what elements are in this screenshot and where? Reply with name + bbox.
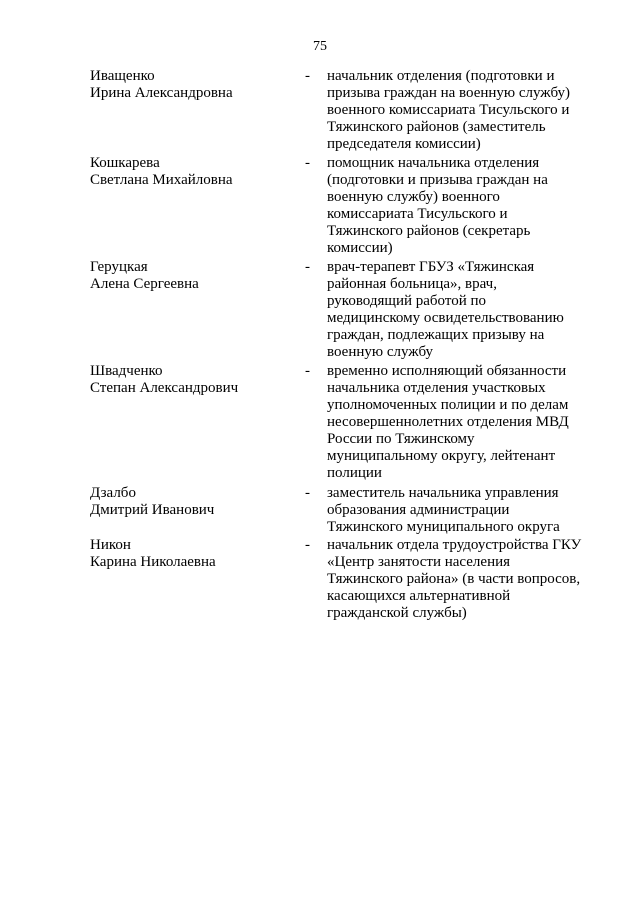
member-position: [327, 363, 589, 482]
position-line: Тяжинского района» (в части вопросов,: [327, 571, 581, 587]
member-name: [90, 537, 300, 571]
separator-dash: -: [305, 363, 310, 379]
position-line: призыва граждан на военную службу): [327, 85, 571, 101]
position-line: полиции: [327, 465, 382, 481]
position-line: России по Тяжинскому: [327, 431, 475, 447]
position-line: районная больница», врач,: [327, 276, 497, 292]
position-line: руководящий работой по: [327, 293, 487, 309]
member-given-names: Карина Николаевна: [90, 554, 216, 570]
position-line: гражданской службы): [327, 605, 467, 621]
member-surname: Геруцкая: [90, 259, 148, 275]
position-line: председателя комиссии): [327, 136, 481, 152]
position-line: несовершеннолетних отделения МВД: [327, 414, 569, 430]
member-surname: Иващенко: [90, 68, 155, 84]
member-surname: Швадченко: [90, 363, 163, 379]
position-line: муниципальному округу, лейтенант: [327, 448, 556, 464]
position-line: временно исполняющий обязанности: [327, 363, 567, 379]
position-line: заместитель начальника управления: [327, 485, 559, 501]
separator-dash: -: [305, 68, 310, 84]
member-position: [327, 155, 589, 257]
position-line: Тяжинского районов (заместитель: [327, 119, 546, 135]
position-line: Тяжинского районов (секретарь: [327, 223, 531, 239]
separator-dash: -: [305, 485, 310, 501]
member-name: [90, 485, 300, 519]
member-surname: Дзалбо: [90, 485, 136, 501]
member-name: [90, 259, 300, 293]
member-given-names: Светлана Михайловна: [90, 172, 233, 188]
member-position: [327, 485, 589, 536]
position-line: граждан, подлежащих призыву на: [327, 327, 545, 343]
separator-dash: -: [305, 537, 310, 553]
position-line: начальник отдела трудоустройства ГКУ: [327, 537, 582, 553]
member-given-names: Алена Сергеевна: [90, 276, 199, 292]
position-line: касающихся альтернативной: [327, 588, 511, 604]
position-line: начальника отделения участковых: [327, 380, 546, 396]
position-line: военную службу: [327, 344, 434, 360]
member-name: [90, 68, 300, 102]
position-line: начальник отделения (подготовки и: [327, 68, 555, 84]
position-line: врач-терапевт ГБУЗ «Тяжинская: [327, 259, 535, 275]
separator-dash: -: [305, 259, 310, 275]
position-line: (подготовки и призыва граждан на: [327, 172, 548, 188]
position-line: комиссариата Тисульского и: [327, 206, 508, 222]
position-line: медицинскому освидетельствованию: [327, 310, 564, 326]
member-name: [90, 155, 300, 189]
member-surname: Кошкарева: [90, 155, 160, 171]
separator-dash: -: [305, 155, 310, 171]
position-line: образования администрации: [327, 502, 510, 518]
position-line: военного комиссариата Тисульского и: [327, 102, 570, 118]
position-line: помощник начальника отделения: [327, 155, 540, 171]
page-number: 75: [313, 39, 327, 54]
position-line: уполномоченных полиции и по делам: [327, 397, 569, 413]
position-line: «Центр занятости населения: [327, 554, 511, 570]
member-position: [327, 259, 589, 361]
member-given-names: Ирина Александровна: [90, 85, 233, 101]
position-line: военную службу) военного: [327, 189, 500, 205]
position-line: Тяжинского муниципального округа: [327, 519, 560, 535]
position-line: комиссии): [327, 240, 393, 256]
member-name: [90, 363, 300, 397]
member-given-names: Дмитрий Иванович: [90, 502, 215, 518]
member-position: [327, 537, 589, 622]
member-position: [327, 68, 589, 153]
member-given-names: Степан Александрович: [90, 380, 239, 396]
member-surname: Никон: [90, 537, 131, 553]
